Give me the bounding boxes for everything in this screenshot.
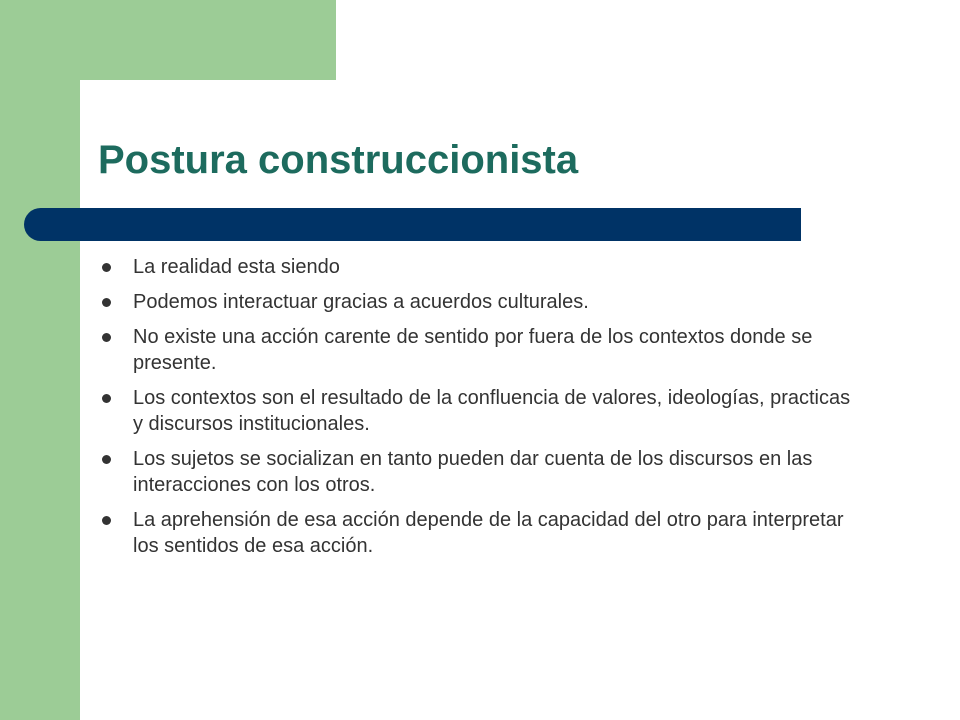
bullet-item <box>100 446 860 498</box>
bullet-item <box>100 385 860 437</box>
bullet-dot-icon <box>102 455 111 464</box>
bullet-dot-icon <box>102 516 111 525</box>
slide-title: Postura construccionista <box>98 138 579 182</box>
bullet-text: Los sujetos se socializan en tanto pueden dar cuenta de los discursos en las interacciones con los otros. <box>133 448 813 496</box>
bullet-text: La aprehensión de esa acción depende de la capacidad del otro para interpretar los sentidos de esa acción. <box>133 509 844 557</box>
bullet-list <box>100 254 860 568</box>
title-underline-bar <box>24 208 801 241</box>
bullet-item <box>100 324 860 376</box>
bullet-item <box>100 254 860 280</box>
bullet-text: Los contextos son el resultado de la confluencia de valores, ideologías, practicas y discursos institucionales. <box>133 387 851 435</box>
bullet-dot-icon <box>102 263 111 272</box>
bullet-text: Podemos interactuar gracias a acuerdos culturales. <box>133 291 589 313</box>
bullet-dot-icon <box>102 298 111 307</box>
bullet-item <box>100 507 860 559</box>
bullet-dot-icon <box>102 333 111 342</box>
bullet-text: La realidad esta siendo <box>133 256 340 278</box>
bullet-item <box>100 289 860 315</box>
decorative-green-side-panel <box>0 0 80 720</box>
bullet-text: No existe una acción carente de sentido por fuera de los contextos donde se presente. <box>133 326 813 374</box>
bullet-dot-icon <box>102 394 111 403</box>
decorative-green-top-panel <box>0 0 336 80</box>
